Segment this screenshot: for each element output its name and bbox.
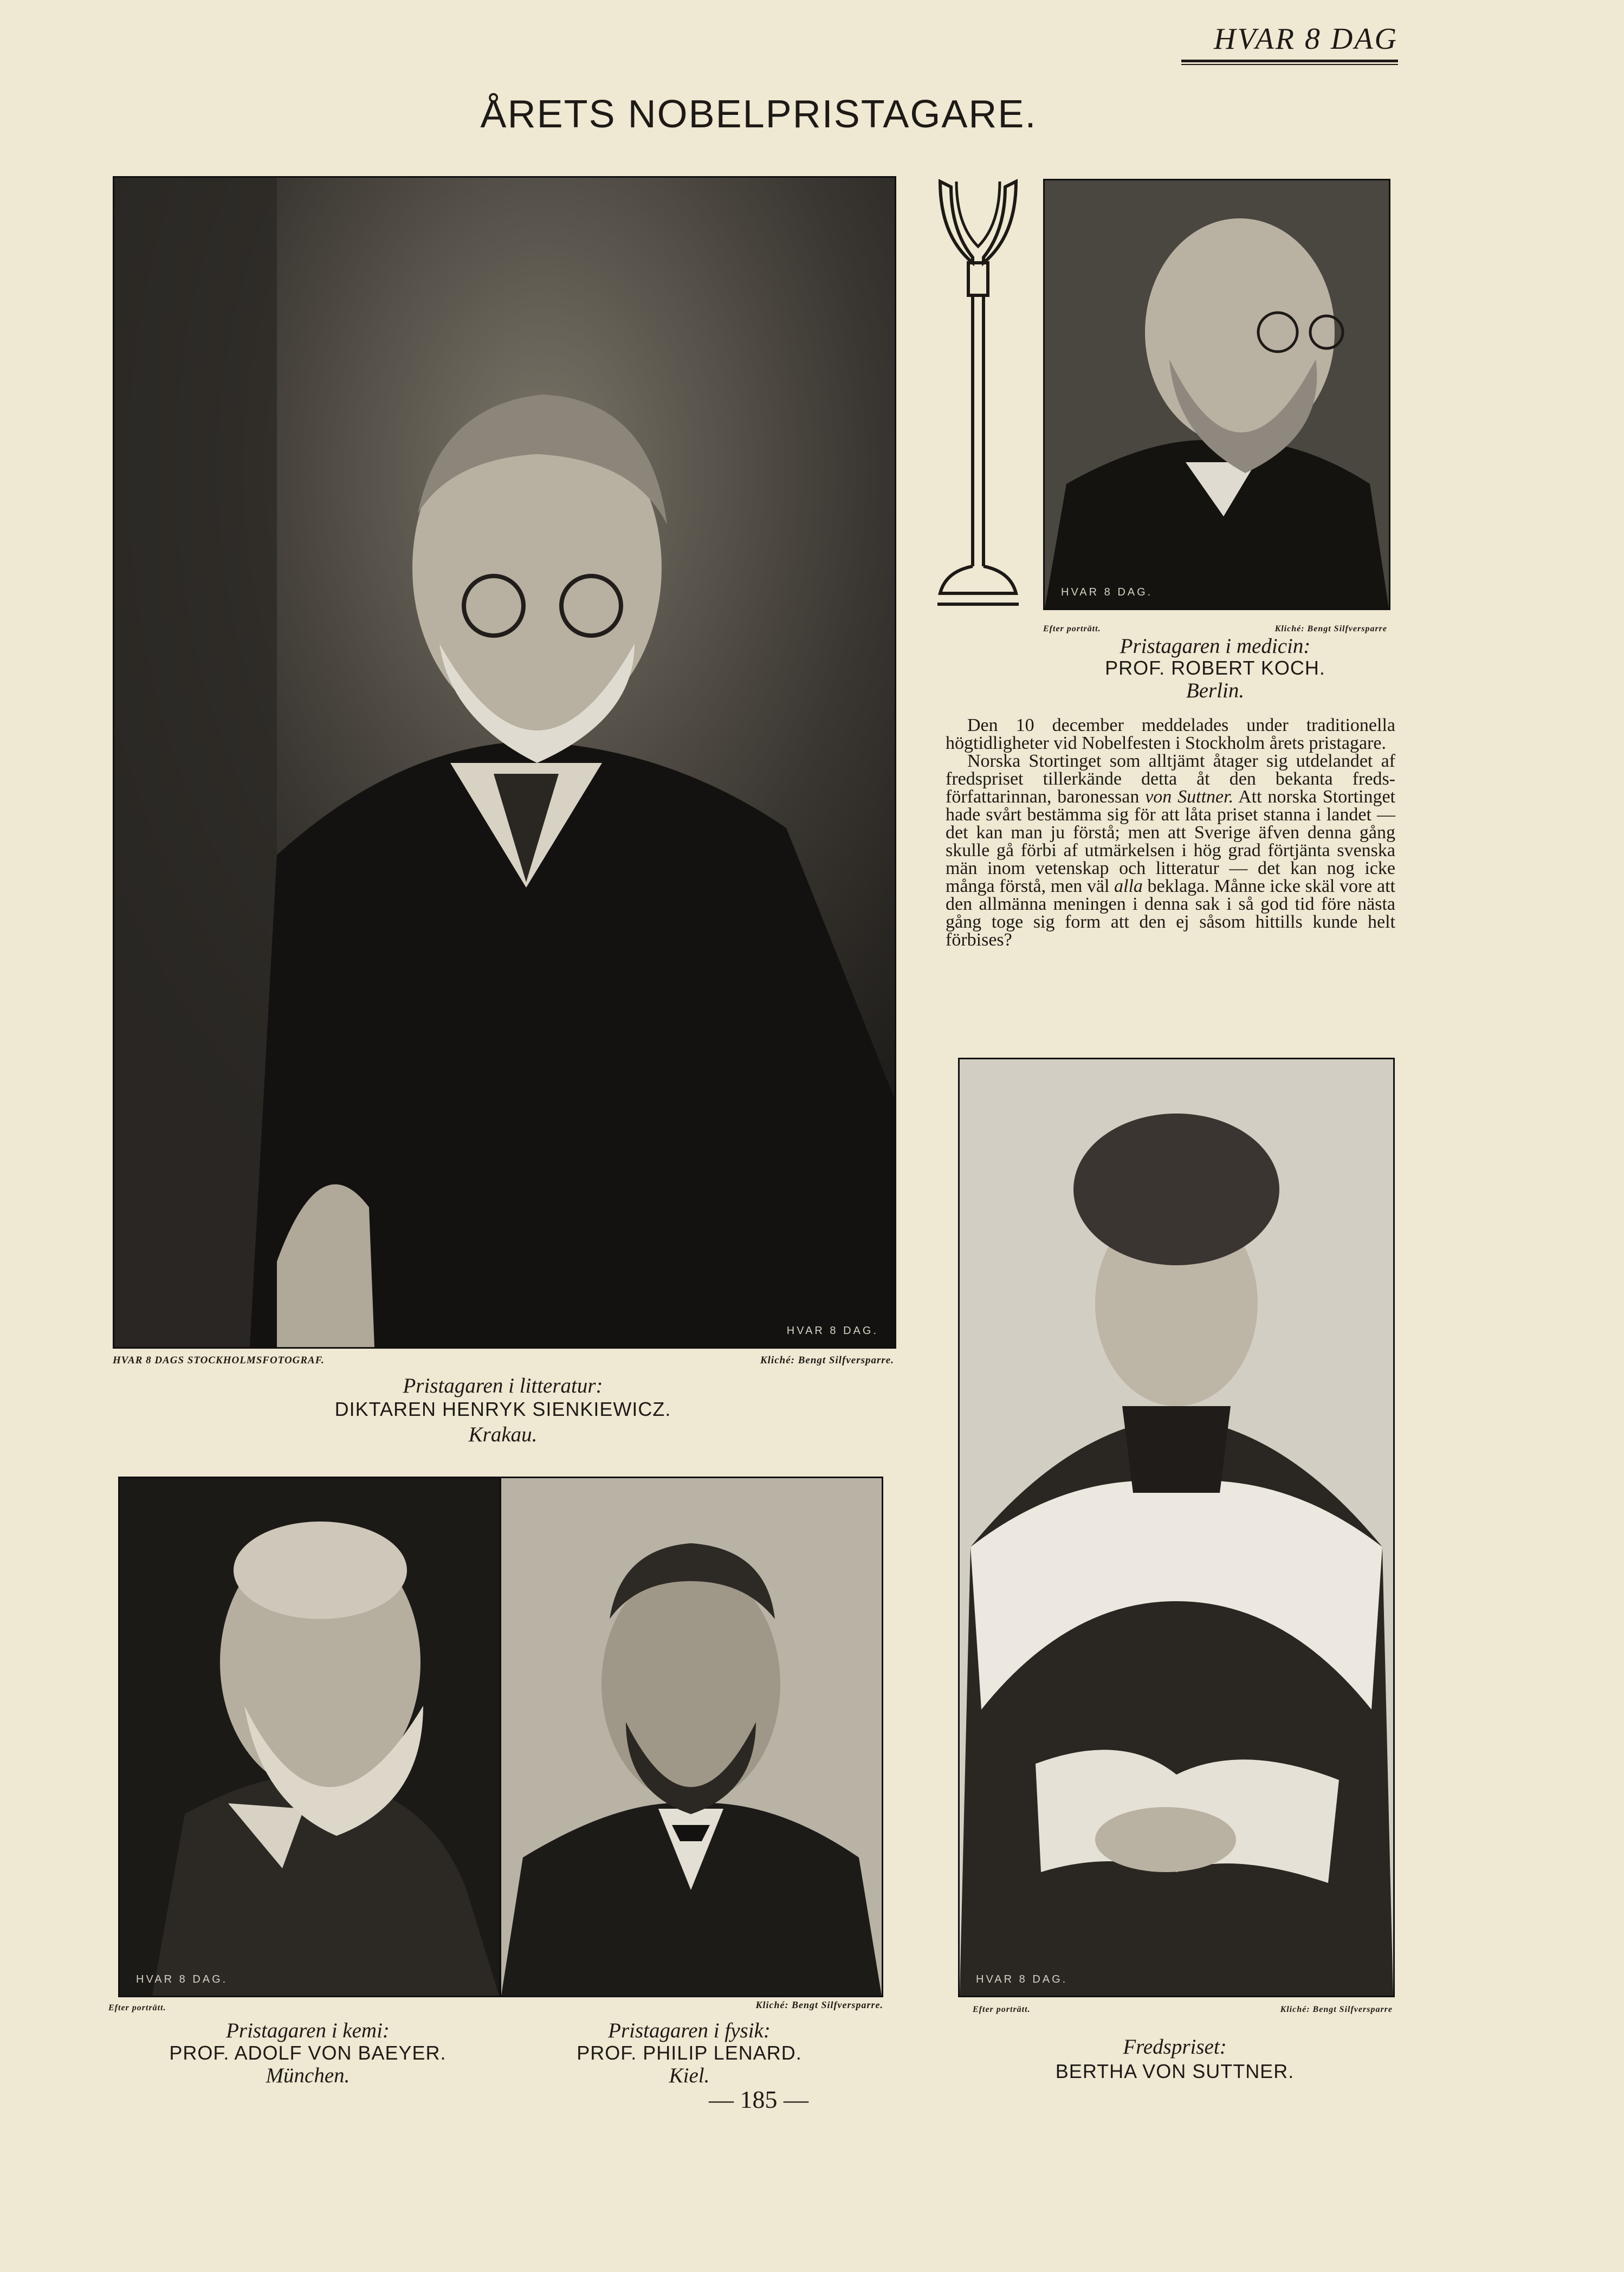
baeyer-photo-watermark: HVAR 8 DAG.: [136, 1973, 228, 1985]
suttner-photo-watermark: HVAR 8 DAG.: [976, 1973, 1068, 1985]
masthead: HVAR 8 DAG: [1214, 22, 1398, 56]
lenard-portrait: [500, 1477, 883, 1997]
article-p2-alla: alla: [1114, 876, 1143, 896]
page-number: — 185 —: [709, 2086, 808, 2113]
koch-portrait-illustration: [1045, 180, 1389, 609]
koch-credit-left: Efter porträtt.: [1043, 624, 1101, 633]
article-p2-von-suttner: von Suttner.: [1145, 787, 1234, 807]
sienkiewicz-photo-watermark: HVAR 8 DAG.: [786, 1325, 878, 1337]
baeyer-credit-left: Efter porträtt.: [108, 2003, 166, 2012]
baeyer-name: PROF. ADOLF VON BAEYER.: [169, 2042, 447, 2064]
lenard-category: Pristagaren i fysik:: [608, 2019, 771, 2042]
sienkiewicz-credit-right: Kliché: Bengt Silfversparre.: [760, 1355, 894, 1366]
suttner-category: Fredspriset:: [1123, 2035, 1227, 2059]
sienkiewicz-place: Krakau.: [468, 1423, 538, 1446]
article-text: [946, 716, 1395, 949]
baeyer-place: München.: [266, 2064, 350, 2087]
koch-portrait: [1043, 179, 1390, 610]
suttner-portrait: [958, 1058, 1395, 1997]
baeyer-portrait-illustration: [120, 1478, 499, 1996]
baeyer-category: Pristagaren i kemi:: [226, 2019, 390, 2042]
suttner-credit-right: Kliché: Bengt Silfversparre: [1280, 2005, 1393, 2014]
page-title: ÅRETS NOBELPRISTAGARE.: [480, 93, 1037, 136]
koch-credit-right: Kliché: Bengt Silfversparre: [1274, 624, 1387, 633]
article-p2-part1: Norska Stortinget som alltjämt åtager sig utdelandet af fredspriset tillerkände detta åt den bekanta freds-författarinnan, baronessan: [946, 751, 1395, 807]
sienkiewicz-name: DIKTAREN HENRYK SIENKIEWICZ.: [334, 1398, 671, 1420]
masthead-rule-thin: [1181, 64, 1398, 65]
sienkiewicz-category: Pristagaren i litteratur:: [403, 1374, 603, 1397]
article-p2-part3: beklaga. Månne icke skäl vore att den allmänna meningen i denna sak i så god tid före nästa gång toge sig form att den ej såsom hittills kunde helt förbises?: [946, 876, 1395, 950]
koch-place: Berlin.: [1186, 679, 1245, 702]
suttner-portrait-illustration: [960, 1059, 1393, 1996]
lenard-credit-right: Kliché: Bengt Silfversparre.: [755, 1999, 883, 2010]
ornament-divider: [935, 176, 1021, 610]
lenard-portrait-illustration: [501, 1478, 882, 1996]
lenard-name: PROF. PHILIP LENARD.: [577, 2042, 802, 2064]
article-paragraph-2: [946, 752, 1395, 949]
article-paragraph-1: Den 10 december meddelades under traditionella högtidligheter vid Nobelfesten i Stockholm årets pristagare.: [946, 715, 1395, 753]
suttner-credit-left: Efter porträtt.: [973, 2005, 1031, 2014]
sienkiewicz-portrait-illustration: [114, 178, 895, 1347]
koch-name: PROF. ROBERT KOCH.: [1105, 657, 1325, 679]
article-p2-part2: Att norska Stortinget hade svårt bestämma sig för att låta priset stanna i landet — det kan man ju förstå; men att Sverige äfven denna gång skulle gå förbi af utmärkelsen i hög grad förtjänta svenska män inom vetenskap och litteratur — det kan nog icke många förstå, men väl: [946, 787, 1395, 896]
masthead-rule: [1181, 60, 1398, 62]
koch-category: Pristagaren i medicin:: [1120, 635, 1311, 658]
koch-photo-watermark: HVAR 8 DAG.: [1061, 586, 1153, 598]
sienkiewicz-credit-left: HVAR 8 DAGS STOCKHOLMSFOTOGRAF.: [113, 1355, 325, 1366]
suttner-name: BERTHA VON SUTTNER.: [1055, 2060, 1295, 2082]
sienkiewicz-portrait: [113, 176, 896, 1349]
lenard-place: Kiel.: [669, 2064, 710, 2087]
baeyer-portrait: [118, 1477, 501, 1997]
